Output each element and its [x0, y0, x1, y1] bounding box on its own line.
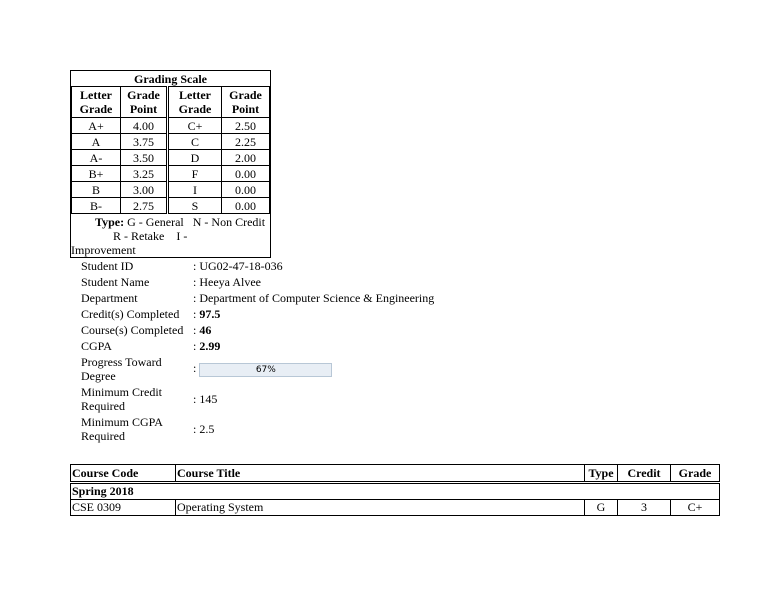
type-line-2: R - Retake I - [113, 229, 188, 243]
gs-row [72, 198, 270, 214]
gs-cell: I [168, 182, 222, 198]
colon: : [193, 307, 197, 321]
colon: : [193, 323, 197, 337]
gs-cell: A [72, 134, 121, 150]
gs-cell: C+ [168, 118, 222, 134]
credits-value: 97.5 [199, 307, 221, 321]
grading-scale-box [70, 70, 271, 258]
courses-completed-value: 46 [199, 323, 212, 337]
header-course-title: Course Title [176, 465, 585, 483]
student-id-value: : UG02-47-18-036 [193, 259, 283, 273]
student-name-label: Student Name [81, 275, 150, 289]
gs-cell: S [168, 198, 222, 214]
course-table-header [71, 465, 720, 483]
gs-cell: 0.00 [222, 182, 270, 198]
gs-cell: 3.25 [121, 166, 168, 182]
gs-cell: B- [72, 198, 121, 214]
gs-cell: C [168, 134, 222, 150]
credits-label: Credit(s) Completed [81, 307, 180, 321]
semester-row [71, 483, 720, 500]
gs-cell: 2.75 [121, 198, 168, 214]
gs-row [72, 134, 270, 150]
student-info [81, 259, 434, 443]
course-grade-cell: C+ [671, 500, 720, 516]
gs-cell: 2.50 [222, 118, 270, 134]
min-credit-value: : 145 [193, 392, 218, 406]
type-line-1: G - General N - Non Credit [127, 215, 266, 229]
header-grade: Grade [671, 465, 720, 483]
header-course-code: Course Code [71, 465, 176, 483]
gs-cell: B+ [72, 166, 121, 182]
gs-cell: B [72, 182, 121, 198]
gs-header-point-1: Grade Point [121, 87, 168, 118]
gs-row [72, 166, 270, 182]
gs-cell: F [168, 166, 222, 182]
course-table [70, 464, 720, 516]
student-id-label: Student ID [81, 259, 134, 273]
gs-cell: 3.50 [121, 150, 168, 166]
gs-row [72, 150, 270, 166]
colon: : [193, 339, 197, 353]
course-type-cell: G [585, 500, 618, 516]
type-label: Type: [95, 215, 125, 229]
progress-bar [199, 363, 332, 377]
min-credit-label: Minimum Credit Required [81, 385, 162, 413]
gs-cell: A+ [72, 118, 121, 134]
gs-cell: 4.00 [121, 118, 168, 134]
grading-scale-table [71, 71, 270, 214]
gs-cell: 0.00 [222, 166, 270, 182]
header-credit: Credit [618, 465, 671, 483]
type-legend [71, 214, 270, 257]
progress-label: Progress Toward Degree [81, 355, 162, 383]
progress-text: 67% [255, 364, 276, 375]
gs-cell: A- [72, 150, 121, 166]
gs-cell: 2.00 [222, 150, 270, 166]
student-name-value: : Heeya Alvee [193, 275, 261, 289]
semester-label: Spring 2018 [71, 483, 720, 500]
gs-row [72, 118, 270, 134]
colon: : [193, 361, 197, 376]
gs-cell: D [168, 150, 222, 166]
type-line-3: Improvement [71, 243, 136, 257]
min-cgpa-label: Minimum CGPA Required [81, 415, 163, 443]
department-value: : Department of Computer Science & Engineering [193, 291, 435, 305]
course-title-cell: Operating System [176, 500, 585, 516]
header-type: Type [585, 465, 618, 483]
courses-completed-label: Course(s) Completed [81, 323, 184, 337]
course-credit-cell: 3 [618, 500, 671, 516]
cgpa-value: 2.99 [199, 339, 221, 353]
cgpa-label: CGPA [81, 339, 112, 353]
gs-cell: 3.00 [121, 182, 168, 198]
gs-cell: 0.00 [222, 198, 270, 214]
table-row [71, 500, 720, 516]
gs-header-letter-2: Letter Grade [168, 87, 222, 118]
grading-scale-title: Grading Scale [72, 71, 270, 87]
gs-cell: 2.25 [222, 134, 270, 150]
gs-row [72, 182, 270, 198]
gs-header-point-2: Grade Point [222, 87, 270, 118]
course-code-cell: CSE 0309 [71, 500, 176, 516]
department-label: Department [81, 291, 138, 305]
gs-header-letter-1: Letter Grade [72, 87, 121, 118]
min-cgpa-value: : 2.5 [193, 422, 215, 436]
gs-cell: 3.75 [121, 134, 168, 150]
